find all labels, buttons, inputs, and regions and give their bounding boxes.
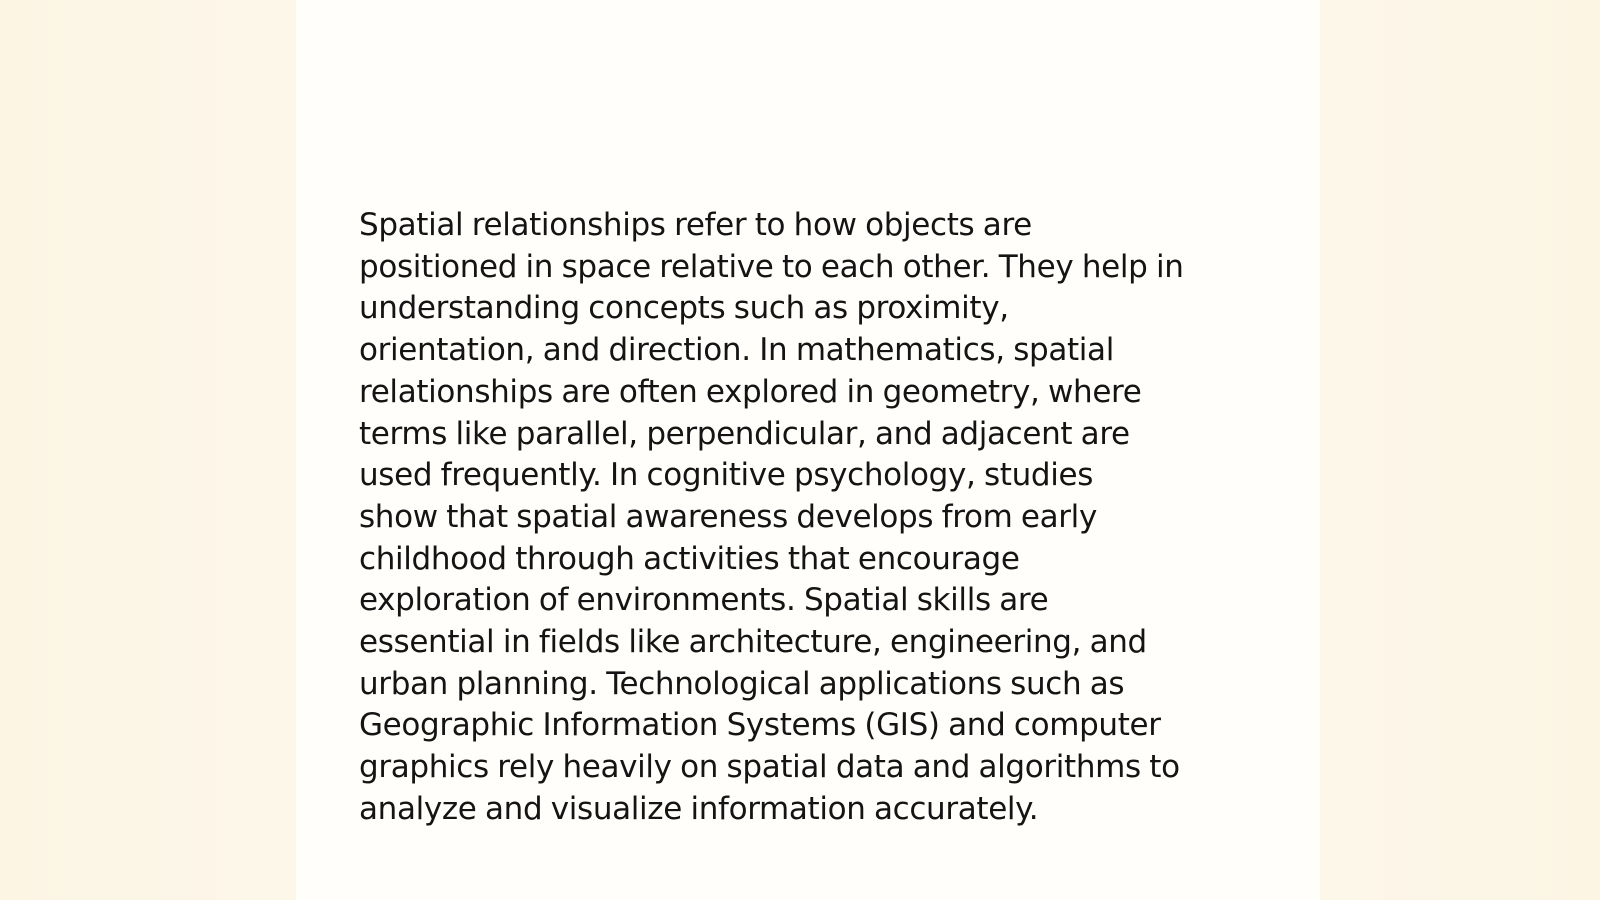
paragraph-line: essential in fields like architecture, engineering, and	[359, 624, 1147, 661]
paragraph-line: Geographic Information Systems (GIS) and computer	[359, 707, 1161, 744]
paragraph-line: show that spatial awareness develops from early	[359, 498, 1097, 535]
paragraph-line: positioned in space relative to each other. They help in	[359, 248, 1184, 285]
paragraph-line: orientation, and direction. In mathematics, spatial	[359, 332, 1114, 369]
paragraph-line: childhood through activities that encourage	[359, 540, 1020, 577]
document-page	[296, 0, 1320, 900]
body-paragraph	[359, 205, 1264, 831]
paragraph-line: relationships are often explored in geometry, where	[359, 373, 1142, 410]
paragraph-line: exploration of environments. Spatial skills are	[359, 582, 1049, 619]
paragraph-line: urban planning. Technological applications such as	[359, 665, 1125, 702]
paragraph-line: understanding concepts such as proximity,	[359, 290, 1009, 327]
paragraph-line: analyze and visualize information accurately.	[359, 790, 1039, 827]
paragraph-line: terms like parallel, perpendicular, and adjacent are	[359, 415, 1130, 452]
paragraph-line: graphics rely heavily on spatial data and algorithms to	[359, 749, 1180, 786]
paragraph-line: used frequently. In cognitive psychology, studies	[359, 457, 1093, 494]
paragraph-line: Spatial relationships refer to how objects are	[359, 207, 1032, 243]
